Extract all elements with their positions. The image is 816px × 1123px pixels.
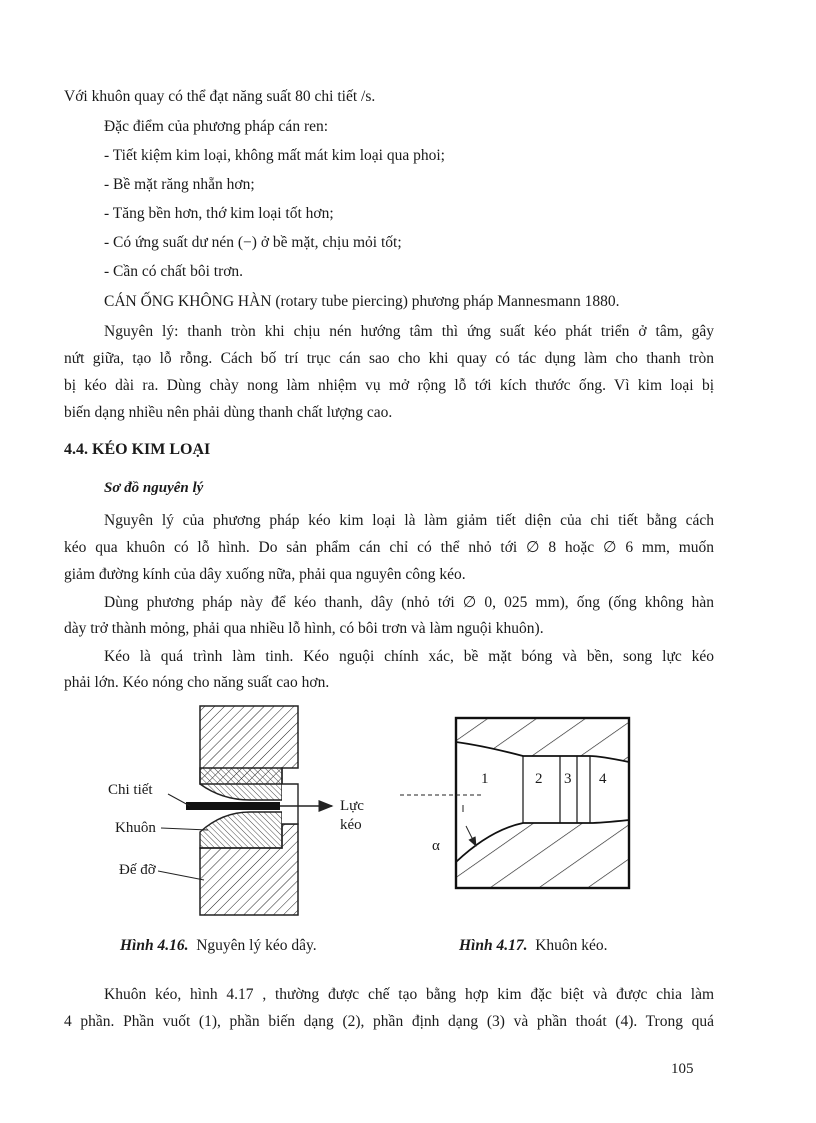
bullet-item: - Tăng bền hơn, thớ kim loại tốt hơn; bbox=[104, 205, 334, 222]
paragraph-line: CÁN ỐNG KHÔNG HÀN (rotary tube piercing) phương pháp Mannesmann 1880. bbox=[104, 293, 620, 310]
zone-label-3: 3 bbox=[564, 771, 572, 787]
label-force: Lực bbox=[340, 798, 364, 814]
caption-number: Hình 4.17. bbox=[459, 937, 528, 954]
caption-text: Nguyên lý kéo dây. bbox=[196, 937, 317, 954]
paragraph-line: biến dạng nhiều nên phải dùng thanh chất lượng cao. bbox=[64, 404, 393, 421]
paragraph-line: Với khuôn quay có thể đạt năng suất 80 chi tiết /s. bbox=[64, 88, 376, 105]
bullet-item: - Tiết kiệm kim loại, không mất mát kim loại qua phoi; bbox=[104, 147, 445, 164]
die-upper bbox=[200, 768, 282, 800]
paragraph-line: phải lớn. Kéo nóng cho năng suất cao hơn. bbox=[64, 674, 330, 691]
wire-workpiece bbox=[186, 802, 280, 810]
figure-drawing-die-diagram bbox=[400, 718, 629, 888]
paragraph-line: Khuôn kéo, hình 4.17 , thường được chế tạo bằng hợp kim đặc biệt và được chia làm bbox=[104, 986, 714, 1003]
label-die: Khuôn bbox=[115, 820, 156, 836]
label-part: Chi tiết bbox=[108, 782, 153, 798]
caption-number: Hình 4.16. bbox=[120, 937, 189, 954]
paragraph-line: Kéo là quá trình làm tinh. Kéo nguội chính xác, bề mặt bóng và bền, song lực kéo bbox=[104, 648, 714, 665]
paragraph-line: Nguyên lý của phương pháp kéo kim loại là làm giảm tiết diện của chi tiết bằng cách bbox=[104, 512, 714, 529]
die-lower bbox=[200, 812, 282, 848]
figure-caption bbox=[120, 937, 317, 955]
paragraph-line: 4 phần. Phần vuốt (1), phần biến dạng (2), phần định dạng (3) và phần thoát (4). Trong quá bbox=[64, 1013, 714, 1030]
paragraph-line: dày trở thành mỏng, phải qua nhiều lỗ hình, có bôi trơn và làm nguội khuôn). bbox=[64, 620, 544, 637]
bullet-item: - Cần có chất bôi trơn. bbox=[104, 263, 244, 280]
page-number: 105 bbox=[671, 1061, 694, 1077]
zone-label-2: 2 bbox=[535, 771, 543, 787]
paragraph-line: Nguyên lý: thanh tròn khi chịu nén hướng tâm thì ứng suất kéo phát triển ở tâm, gây bbox=[104, 323, 714, 340]
paragraph-line: nứt giữa, tạo lỗ rỗng. Cách bố trí trục cán sao cho khi quay có tác dụng làm cho thanh tròn bbox=[64, 350, 714, 367]
subsection-heading: Sơ đồ nguyên lý bbox=[104, 480, 204, 496]
figure-caption bbox=[459, 937, 608, 955]
section-heading: 4.4. KÉO KIM LOẠI bbox=[64, 441, 211, 458]
label-base: Đế đỡ bbox=[119, 862, 156, 878]
angle-label: α bbox=[432, 838, 440, 854]
bullet-item: - Có ứng suất dư nén (−) ở bề mặt, chịu mỏi tốt; bbox=[104, 234, 402, 251]
zone-label-1: 1 bbox=[481, 771, 489, 787]
paragraph-line: giảm đường kính của dây xuống nữa, phải qua nguyên công kéo. bbox=[64, 566, 466, 583]
paragraph-line: bị kéo dài ra. Dùng chày nong làm nhiệm vụ mở rộng lỗ tới kích thước ống. Vì kim loại bị bbox=[64, 377, 714, 394]
paragraph-line: kéo qua khuôn có lỗ hình. Do sản phẩm cán chỉ có thể nhỏ tới ∅ 8 hoặc ∅ 6 mm, muốn bbox=[64, 539, 714, 556]
bullet-item: - Bề mặt răng nhẵn hơn; bbox=[104, 176, 255, 193]
zone-label-4: 4 bbox=[599, 771, 607, 787]
paragraph-line: Dùng phương pháp này để kéo thanh, dây (nhỏ tới ∅ 0, 025 mm), ống (ống không hàn bbox=[104, 594, 714, 611]
caption-text: Khuôn kéo. bbox=[535, 937, 608, 954]
paragraph-line: Đặc điểm của phương pháp cán ren: bbox=[104, 118, 329, 135]
label-force-2: kéo bbox=[340, 817, 362, 833]
